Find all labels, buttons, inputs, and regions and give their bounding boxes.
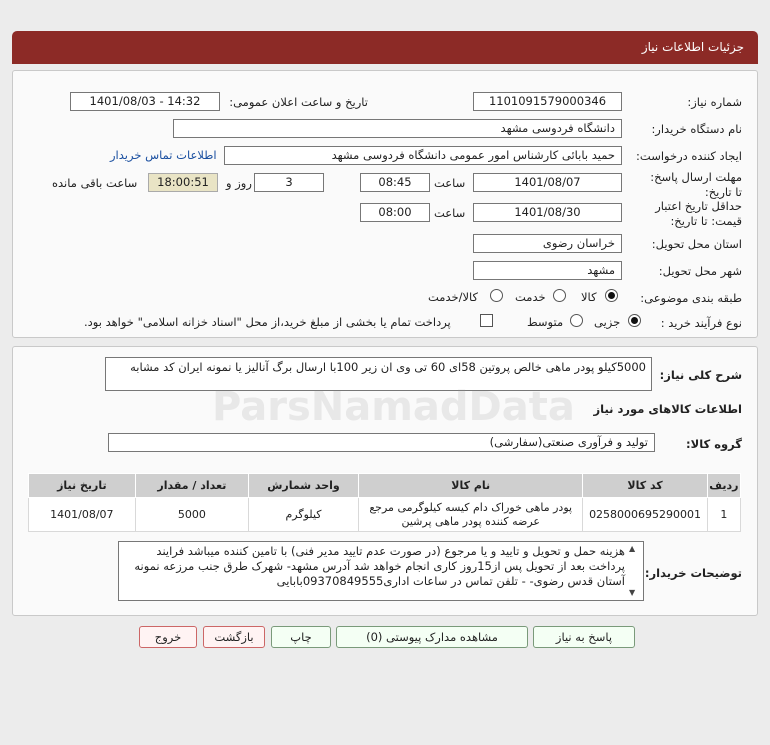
buyer-org-label: نام دستگاه خریدار:	[651, 122, 742, 136]
col-date: تاریخ نیاز	[29, 474, 136, 498]
validity-time-label: ساعت	[434, 206, 466, 220]
category-goods-service-radio[interactable]	[490, 289, 503, 302]
process-minor-label: جزیی	[594, 315, 621, 329]
cell-quantity: 5000	[135, 498, 248, 532]
payment-note: پرداخت تمام یا بخشی از مبلغ خرید،از محل "اسناد خزانه اسلامی" خواهد بود.	[84, 315, 451, 329]
announce-label: تاریخ و ساعت اعلان عمومی:	[229, 95, 368, 109]
col-quantity: تعداد / مقدار	[135, 474, 248, 498]
page-title: جزئیات اطلاعات نیاز	[641, 40, 744, 54]
announce-field: 1401/08/03 - 14:32	[70, 92, 220, 111]
goods-group-label: گروه کالا:	[686, 437, 742, 451]
reply-time-label: ساعت	[434, 176, 466, 190]
general-desc-field: 5000کیلو پودر ماهی خالص پروتین 58ای 60 تی وی ان زیر 100با ارسال برگ آنالیز یا نمونه ایران کد مشابه	[105, 357, 652, 391]
cell-name: پودر ماهی خوراک دام کیسه کیلوگرمی مرجع عرضه کننده پودر ماهی پرشین	[359, 498, 583, 532]
general-desc-label: شرح کلی نیاز:	[659, 368, 742, 382]
cell-row: 1	[707, 498, 740, 532]
remaining-time-field: 18:00:51	[148, 173, 218, 192]
creator-field: حمید بابائی کارشناس امور عمومی دانشگاه فردوسی مشهد	[224, 146, 622, 165]
category-label: طبقه بندی موضوعی:	[640, 291, 742, 305]
page-header	[12, 31, 758, 64]
validity-date-field: 1401/08/30	[473, 203, 622, 222]
print-button[interactable]: چاپ	[271, 626, 331, 648]
creator-label: ایجاد کننده درخواست:	[636, 149, 742, 163]
need-number-field: 1101091579000346	[473, 92, 622, 111]
reply-date-field: 1401/08/07	[473, 173, 622, 192]
process-label: نوع فرآیند خرید :	[660, 316, 742, 330]
process-minor-radio[interactable]	[628, 314, 641, 327]
province-field: خراسان رضوی	[473, 234, 622, 253]
col-name: نام کالا	[359, 474, 583, 498]
category-goods-radio[interactable]	[605, 289, 618, 302]
cell-unit: کیلوگرم	[249, 498, 359, 532]
remaining-label: ساعت باقی مانده	[52, 176, 138, 190]
col-unit: واحد شمارش	[249, 474, 359, 498]
reply-time-field: 08:45	[360, 173, 430, 192]
days-label: روز و	[226, 176, 252, 190]
category-goods-label: کالا	[581, 290, 597, 304]
buyer-org-field: دانشگاه فردوسی مشهد	[173, 119, 622, 138]
process-medium-label: متوسط	[527, 315, 564, 329]
cell-code: 0258000695290001	[583, 498, 707, 532]
goods-group-field: تولید و فرآوری صنعتی(سفارشی)	[108, 433, 655, 452]
buyer-notes-label: توضیحات خریدار:	[644, 566, 742, 580]
category-goods-service-label: کالا/خدمت	[428, 290, 479, 304]
validity-time-field: 08:00	[360, 203, 430, 222]
city-field: مشهد	[473, 261, 622, 280]
col-row: ردیف	[707, 474, 740, 498]
validity-text: حداقل تاریخ اعتبار قیمت: تا تاریخ:	[655, 199, 742, 228]
reply-button[interactable]: پاسخ به نیاز	[533, 626, 635, 648]
payment-checkbox[interactable]	[480, 314, 493, 327]
goods-table	[28, 473, 741, 532]
attachments-button[interactable]: مشاهده مدارک پیوستی (0)	[336, 626, 528, 648]
validity-label	[630, 199, 742, 229]
process-medium-radio[interactable]	[570, 314, 583, 327]
province-label: استان محل تحویل:	[651, 237, 742, 251]
category-service-label: خدمت	[515, 290, 546, 304]
col-code: کد کالا	[583, 474, 707, 498]
days-field: 3	[254, 173, 324, 192]
category-service-radio[interactable]	[553, 289, 566, 302]
reply-deadline-label	[642, 170, 742, 200]
goods-info-title: اطلاعات کالاهای مورد نیاز	[593, 402, 742, 416]
reply-deadline-text: مهلت ارسال پاسخ: تا تاریخ:	[650, 170, 742, 199]
exit-button[interactable]: خروج	[139, 626, 197, 648]
table-row	[29, 498, 741, 532]
notes-scroll-up-icon[interactable]: ▲	[629, 544, 636, 553]
table-header-row	[29, 474, 741, 498]
buyer-notes-field: هزینه حمل و تحویل و تایید و یا مرجوع (در صورت عدم تایید مدیر فنی) با تامین کننده میباشد فرایند پرداخت بعد از تحویل پس از15روز کاری انجام خواهد شد آدرس مشهد- شهرک طرق جنب مرزعه نمونه آستان قدس رضوی- - تلفن تماس در ساعات اداری09370849555بابایی	[118, 541, 644, 601]
need-number-label: شماره نیاز:	[687, 95, 742, 109]
city-label: شهر محل تحویل:	[658, 264, 742, 278]
cell-date: 1401/08/07	[29, 498, 136, 532]
back-button[interactable]: بازگشت	[203, 626, 265, 648]
notes-scroll-down-icon[interactable]: ▼	[629, 588, 636, 597]
contact-buyer-link[interactable]: اطلاعات تماس خریدار	[110, 148, 217, 162]
